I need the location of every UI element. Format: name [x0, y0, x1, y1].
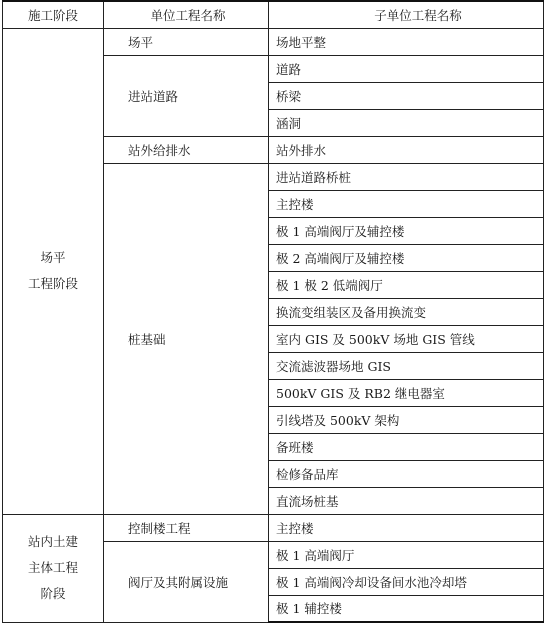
- stage-name-line: 站内土建: [27, 534, 78, 549]
- sub-unit-project-cell: 备班楼: [269, 433, 544, 460]
- sub-unit-project-cell: 交流滤波器场地 GIS: [269, 352, 544, 379]
- sub-unit-project-cell: 换流变组装区及备用换流变: [269, 298, 544, 325]
- sub-unit-project-cell: 极 1 极 2 低端阀厅: [269, 271, 544, 298]
- sub-unit-project-cell: 检修备品库: [269, 460, 544, 487]
- sub-unit-project-cell: 极 1 高端阀厅及辅控楼: [269, 217, 544, 244]
- sub-unit-project-cell: 场地平整: [269, 28, 544, 55]
- stage-name-line: 主体工程: [27, 560, 78, 575]
- sub-unit-project-cell: 主控楼: [269, 190, 544, 217]
- table-row: [3, 28, 544, 55]
- unit-project-cell: 控制楼工程: [104, 514, 269, 541]
- header-unit-project: 单位工程名称: [104, 1, 269, 28]
- sub-unit-project-cell: 引线塔及 500kV 架构: [269, 406, 544, 433]
- sub-unit-project-cell: 极 1 高端阀冷却设备间水池冷却塔: [269, 568, 544, 595]
- sub-unit-project-cell: 站外排水: [269, 136, 544, 163]
- stage-name-line: 阶段: [40, 586, 66, 601]
- sub-unit-project-cell: 桥梁: [269, 82, 544, 109]
- header-sub-unit-project: 子单位工程名称: [269, 1, 544, 28]
- sub-unit-project-cell: 涵洞: [269, 109, 544, 136]
- construction-stage-table: [2, 0, 544, 623]
- sub-unit-project-cell: 室内 GIS 及 500kV 场地 GIS 管线: [269, 325, 544, 352]
- sub-unit-project-cell: 极 1 辅控楼: [269, 595, 544, 622]
- sub-unit-project-cell: 道路: [269, 55, 544, 82]
- unit-project-cell: 站外给排水: [104, 136, 269, 163]
- sub-unit-project-cell: 500kV GIS 及 RB2 继电器室: [269, 379, 544, 406]
- stage-cell: [3, 28, 104, 514]
- stage-cell: [3, 514, 104, 622]
- header-stage: 施工阶段: [3, 1, 104, 28]
- stage-name: [28, 529, 78, 607]
- sub-unit-project-cell: 极 1 高端阀厅: [269, 541, 544, 568]
- stage-name-line: 工程阶段: [27, 276, 78, 291]
- sub-unit-project-cell: 直流场桩基: [269, 487, 544, 514]
- sub-unit-project-cell: 主控楼: [269, 514, 544, 541]
- unit-project-cell: 进站道路: [104, 55, 269, 136]
- stage-name: [28, 245, 78, 297]
- sub-unit-project-cell: 进站道路桥桩: [269, 163, 544, 190]
- unit-project-cell: 场平: [104, 28, 269, 55]
- header-row: [3, 1, 544, 28]
- table-body: [3, 28, 544, 622]
- unit-project-cell: 阀厅及其附属设施: [104, 541, 269, 622]
- stage-name-line: 场平: [40, 250, 66, 265]
- unit-project-cell: 桩基础: [104, 163, 269, 514]
- sub-unit-project-cell: 极 2 高端阀厅及辅控楼: [269, 244, 544, 271]
- table-row: [3, 514, 544, 541]
